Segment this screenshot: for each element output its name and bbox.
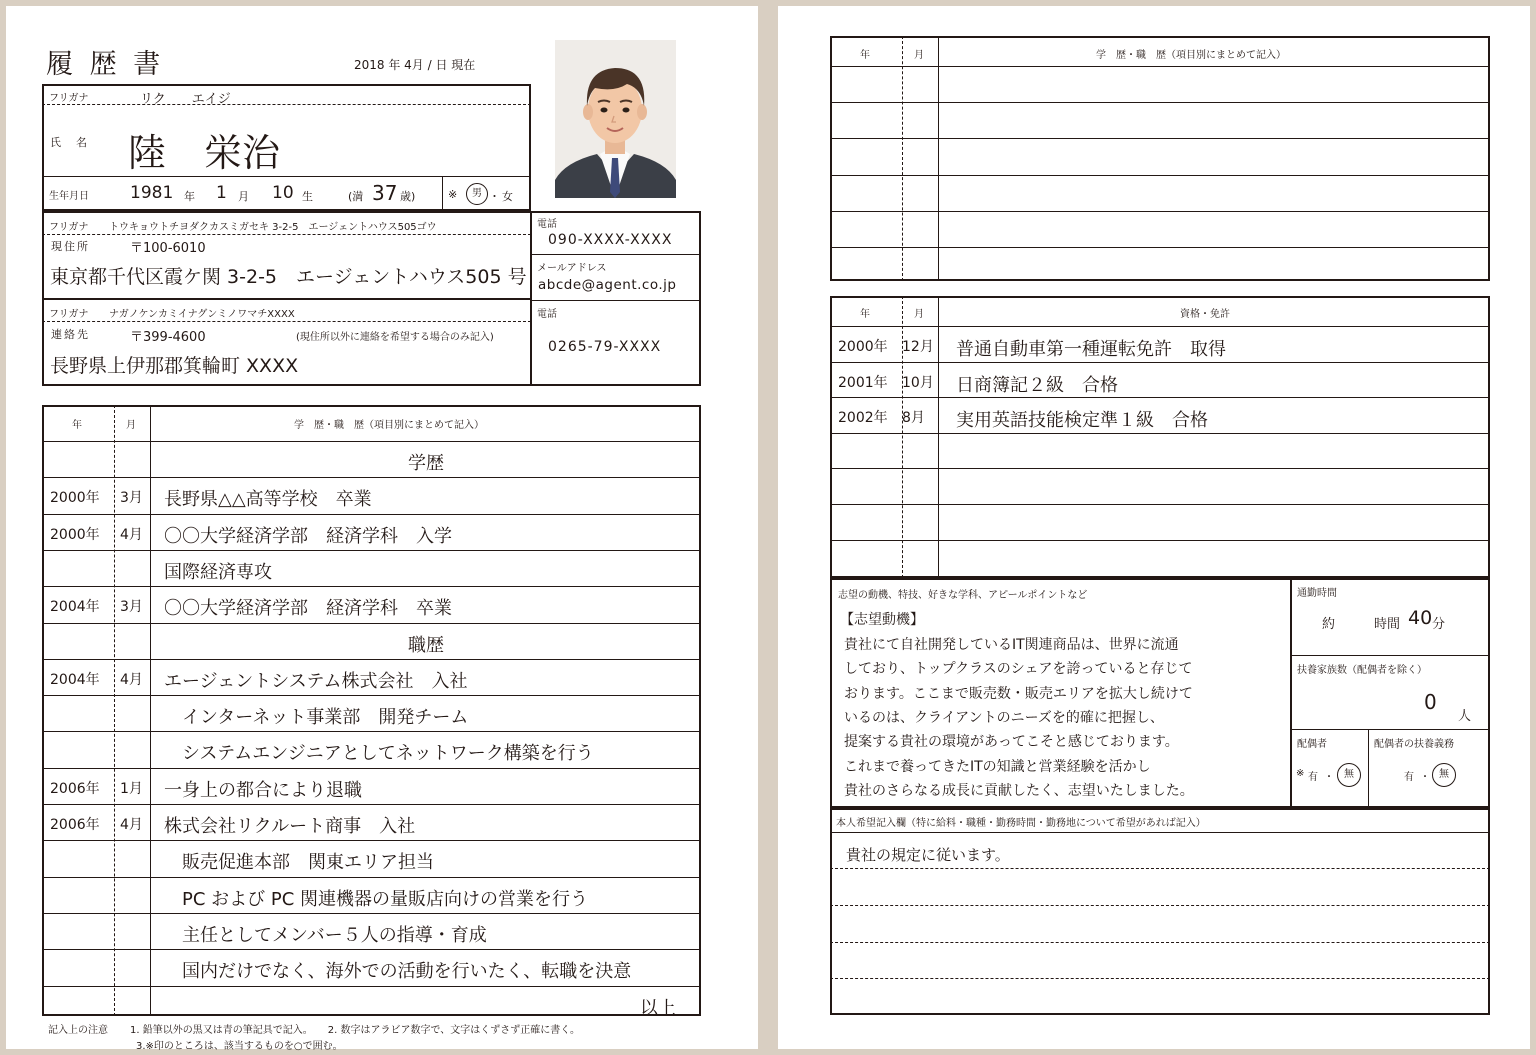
motivation-line: しており、トップクラスのシェアを誇っていると存じて — [844, 661, 1193, 678]
history-row-text: 〇〇大学経済学部 経済学科 卒業 — [164, 598, 452, 619]
history-row-divider — [42, 550, 701, 551]
motivation-line: おります。ここまで販売数・販売エリアを拡大し続けて — [844, 685, 1193, 702]
motivation-line: 貴社にて自社開発しているIT関連商品は、世界に流通 — [844, 637, 1179, 653]
license-row-text: 普通自動車第一種運転免許 取得 — [956, 339, 1226, 360]
name-furigana-label: フリガナ — [49, 93, 89, 104]
spouse-dot: ・ — [1324, 772, 1334, 783]
commute-hours-unit: 時間 — [1374, 617, 1401, 632]
history-row-text: PC および PC 関連機器の量販店向けの営業を行う — [164, 889, 589, 910]
birth-month-unit: 月 — [238, 190, 249, 203]
history-row-year: 2000年 — [50, 490, 100, 506]
licenses-col-month: 月 — [914, 309, 924, 320]
history-row-divider — [42, 659, 701, 660]
history-row-divider — [42, 477, 701, 478]
sex-dot: ・ — [489, 190, 500, 203]
license-row-divider — [830, 397, 1490, 398]
history-row-year: 2000年 — [50, 527, 100, 543]
address-label: 現住所 — [51, 240, 90, 253]
history-row-month: 4月 — [120, 817, 143, 833]
contact-postal: 〒399-4600 — [130, 330, 206, 345]
commute-label: 通勤時間 — [1297, 588, 1337, 599]
resume-date: 2018 年 4月 / 日 現在 — [354, 58, 476, 72]
address-furigana: トウキョウトチヨダクカスミガセキ 3-2-5 エージェントハウス505ゴウ — [109, 222, 437, 233]
history-row-text: 国際経済専攻 — [164, 562, 272, 583]
phone-label: 電話 — [537, 219, 557, 230]
history-row-month: 4月 — [120, 672, 143, 688]
email-label: メールアドレス — [537, 263, 607, 274]
history-row-text: 販売促進本部 関東エリア担当 — [164, 852, 434, 873]
birth-day-unit: 生 — [302, 190, 313, 203]
history-row-divider — [42, 623, 701, 624]
resume-page-left — [6, 6, 758, 1052]
person-photo-icon — [555, 40, 676, 198]
license-row-divider — [830, 468, 1490, 469]
phone-number: 090-XXXX-XXXX — [548, 232, 673, 248]
history-row-text: 一身上の都合により退職 — [164, 780, 362, 801]
license-row-text: 実用英語技能検定準１級 合格 — [956, 410, 1208, 431]
history-row-text: エージェントシステム株式会社 入社 — [164, 671, 468, 692]
requests-text: 貴社の規定に従います。 — [846, 846, 1010, 864]
history-cont-row-divider — [830, 66, 1490, 67]
history-cont-col-title: 学 歴・職 歴（項目別にまとめて記入） — [1096, 50, 1286, 61]
license-row-month: 10月 — [902, 375, 934, 391]
history-row-divider — [42, 913, 701, 914]
motivation-line: 提案する貴社の環境があってこそと感じております。 — [844, 734, 1179, 751]
history-row-text: 以上 — [640, 998, 676, 1019]
history-col-title: 学 歴・職 歴（項目別にまとめて記入） — [294, 420, 484, 431]
history-row-month: 3月 — [120, 490, 143, 506]
history-row-divider — [42, 586, 701, 587]
email-address: abcde@agent.co.jp — [538, 277, 677, 293]
contact-furigana-label: フリガナ — [49, 309, 89, 320]
commute-minutes-unit: 分 — [1432, 617, 1446, 632]
spouse-no-circled: 無 — [1337, 763, 1361, 787]
contact-note: (現住所以外に連絡を希望する場合のみ記入) — [296, 332, 494, 343]
history-cont-row-divider — [830, 175, 1490, 176]
history-row-divider — [42, 877, 701, 878]
history-row-text: 学歴 — [408, 453, 444, 474]
history-row-text: 長野県△△高等学校 卒業 — [164, 489, 372, 510]
applicant-name: 陸 栄治 — [128, 131, 281, 175]
license-row-month: 12月 — [902, 339, 934, 355]
spouse-support-label: 配偶者の扶養義務 — [1374, 739, 1454, 750]
history-row-divider — [42, 695, 701, 696]
applicant-photo — [555, 40, 676, 198]
history-row-text: 職歴 — [408, 635, 444, 656]
birth-day: 10 — [272, 183, 294, 203]
name-furigana: リク エイジ — [140, 92, 231, 107]
sex-male-circled: 男 — [466, 183, 488, 205]
notes-line1: 1. 鉛筆以外の黒又は青の筆記具で記入。 2. 数字はアラビア数字で、文字はくずさず正確に書く。 — [130, 1025, 581, 1036]
contact-label: 連絡先 — [51, 328, 90, 341]
resume-title: 履 歴 書 — [46, 49, 165, 80]
history-row-year: 2006年 — [50, 781, 100, 797]
history-col-year: 年 — [72, 420, 82, 431]
license-row-divider — [830, 362, 1490, 363]
notes-label: 記入上の注意 — [48, 1025, 108, 1036]
history-cont-row-divider — [830, 102, 1490, 103]
spouse-support-yes: 有 — [1404, 772, 1414, 783]
address-text: 東京都千代区霞ケ関 3-2-5 エージェントハウス505 号 — [50, 266, 527, 288]
history-cont-row-divider — [830, 247, 1490, 248]
history-row-text: システムエンジニアとしてネットワーク構築を行う — [164, 743, 594, 764]
history-row-text: 国内だけでなく、海外での活動を行いたく、転職を決意 — [164, 961, 632, 982]
history-row-divider — [42, 840, 701, 841]
birth-label: 生年月日 — [49, 191, 89, 202]
license-row-divider — [830, 326, 1490, 327]
history-row-month: 1月 — [120, 781, 143, 797]
applicant-age: 37 — [372, 181, 398, 205]
license-row-divider — [830, 433, 1490, 434]
history-row-year: 2004年 — [50, 599, 100, 615]
age-close: 歳) — [400, 190, 416, 203]
contact-phone-label: 電話 — [537, 309, 557, 320]
history-cont-row-divider — [830, 211, 1490, 212]
history-row-year: 2006年 — [50, 817, 100, 833]
age-open: (満 — [348, 190, 364, 203]
motivation-label: 志望の動機、特技、好きな学科、アピールポイントなど — [838, 590, 1088, 601]
history-row-divider — [42, 731, 701, 732]
licenses-col-title: 資格・免許 — [1180, 309, 1230, 320]
history-row-month: 3月 — [120, 599, 143, 615]
history-cont-row-divider — [830, 138, 1490, 139]
contact-phone: 0265-79-XXXX — [548, 339, 662, 355]
dependents-label: 扶養家族数（配偶者を除く） — [1297, 665, 1427, 676]
birth-month: 1 — [216, 183, 227, 203]
history-row-year: 2004年 — [50, 672, 100, 688]
name-label: 氏 名 — [50, 136, 89, 149]
license-row-divider — [830, 540, 1490, 541]
spouse-support-no-circled: 無 — [1432, 763, 1456, 787]
birth-year-unit: 年 — [184, 190, 195, 203]
history-row-text: 主任としてメンバー５人の指導・育成 — [164, 925, 487, 946]
spouse-mark: ※ — [1296, 768, 1305, 779]
sex-female: 女 — [502, 190, 513, 203]
motivation-line: いるのは、クライアントのニーズを的確に把握し、 — [844, 709, 1164, 726]
dependents-unit: 人 — [1458, 709, 1472, 724]
history-cont-col-month: 月 — [914, 50, 924, 61]
spouse-support-dot: ・ — [1420, 772, 1430, 783]
history-col-month: 月 — [126, 420, 136, 431]
birth-year: 1981 — [130, 183, 174, 203]
license-row-year: 2000年 — [838, 339, 888, 355]
history-row-divider — [42, 949, 701, 950]
requests-label: 本人希望記入欄（特に給料・職種・勤務時間・勤務地について希望があれば記入） — [836, 818, 1206, 829]
requests-section — [830, 808, 1490, 1015]
history-row-month: 4月 — [120, 527, 143, 543]
history-continued-table — [830, 36, 1490, 281]
notes-line2: 3.※印のところは、該当するものを○で囲む。 — [136, 1041, 343, 1052]
spouse-label: 配偶者 — [1297, 739, 1327, 750]
commute-approx: 約 — [1322, 617, 1336, 632]
commute-minutes: 40 — [1408, 607, 1433, 629]
spouse-yes: 有 — [1308, 772, 1318, 783]
resume-page-right — [778, 6, 1530, 1049]
history-cont-col-year: 年 — [860, 50, 870, 61]
sex-mark: ※ — [448, 188, 458, 201]
history-row-text: インターネット事業部 開発チーム — [164, 707, 469, 728]
history-row-text: 〇〇大学経済学部 経済学科 入学 — [164, 526, 452, 547]
dependents-count: 0 — [1424, 690, 1437, 714]
history-row-divider — [42, 768, 701, 769]
history-row-text: 株式会社リクルート商事 入社 — [164, 816, 416, 837]
license-row-month: 8月 — [902, 410, 925, 426]
contact-furigana: ナガノケンカミイナグンミノワマチXXXX — [109, 309, 295, 320]
address-postal: 〒100-6010 — [130, 241, 206, 256]
motivation-heading: 【志望動機】 — [840, 612, 924, 628]
history-row-divider — [42, 804, 701, 805]
license-row-year: 2001年 — [838, 375, 888, 391]
license-row-text: 日商簿記２級 合格 — [956, 375, 1118, 396]
history-header-divider — [42, 441, 701, 442]
license-row-year: 2002年 — [838, 410, 888, 426]
licenses-col-year: 年 — [860, 309, 870, 320]
license-row-divider — [830, 504, 1490, 505]
history-row-divider — [42, 986, 701, 987]
motivation-line: これまで養ってきたITの知識と営業経験を活かし — [844, 758, 1151, 775]
history-row-divider — [42, 514, 701, 515]
contact-text: 長野県上伊那郡箕輪町 XXXX — [50, 355, 299, 377]
address-furigana-label: フリガナ — [49, 222, 89, 233]
motivation-line: 貴社のさらなる成長に貢献したく、志望いたしました。 — [844, 782, 1194, 799]
